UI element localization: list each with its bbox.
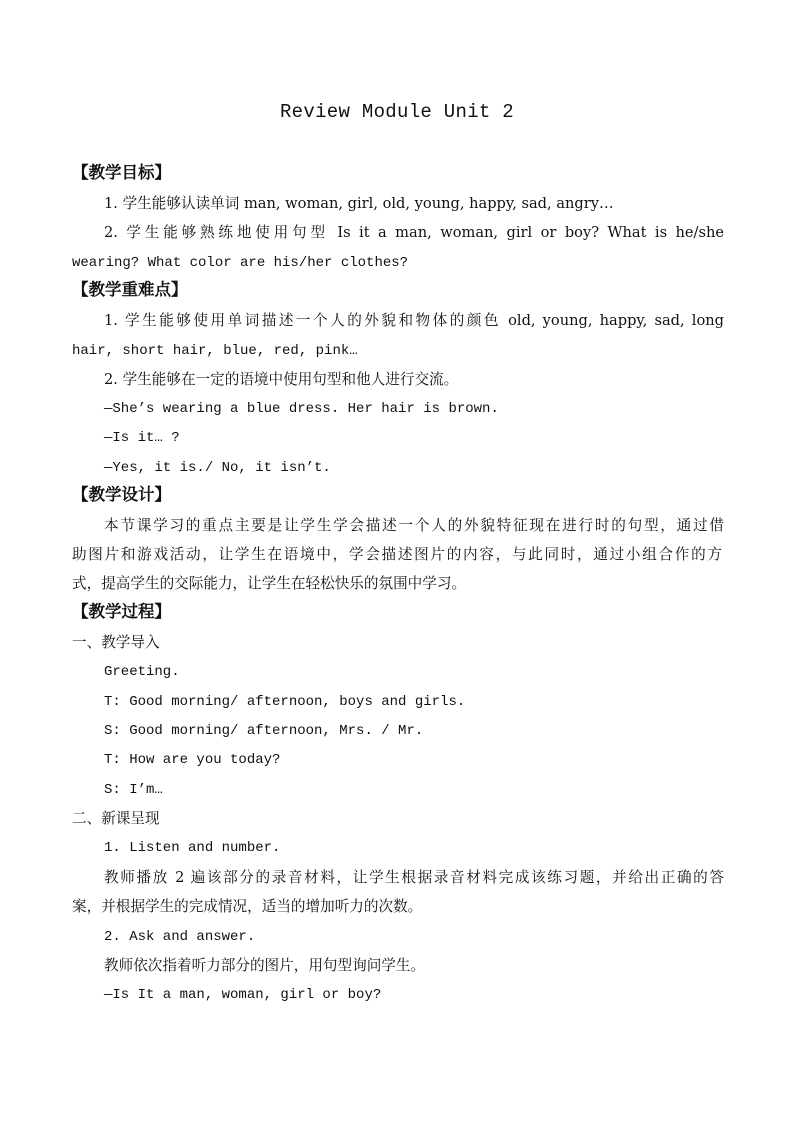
dialogue-greeting: Greeting.: [104, 664, 180, 680]
dialogue-line-4: S: I’m…: [104, 782, 163, 798]
key-point-2: 2. 学生能够在一定的语境中使用句型和他人进行交流。: [104, 371, 459, 388]
heading-key-points: 【教学重难点】: [72, 280, 188, 299]
dialogue-line-3: T: How are you today?: [104, 752, 281, 768]
heading-teaching-process: 【教学过程】: [72, 602, 171, 621]
design-paragraph-line-1: 本节课学习的重点主要是让学生学会描述一个人的外貌特征现在进行时的句型，通过借: [104, 517, 724, 534]
activity-2-description: 教师依次指着听力部分的图片，用句型询问学生。: [104, 957, 426, 974]
activity-ask-and-answer: 2. Ask and answer.: [104, 929, 256, 945]
heading-teaching-design: 【教学设计】: [72, 485, 171, 504]
design-paragraph-line-2: 助图片和游戏活动，让学生在语境中，学会描述图片的内容，与此同时，通过小组合作的方: [72, 546, 722, 563]
example-sentence-3: —Yes, it is./ No, it isn’t.: [104, 460, 331, 476]
heading-teaching-goals: 【教学目标】: [72, 163, 171, 182]
example-sentence-2: —Is it… ?: [104, 430, 180, 446]
example-sentence-1: —She’s wearing a blue dress. Her hair is brown.: [104, 401, 499, 417]
activity-listen-and-number: 1. Listen and number.: [104, 840, 281, 856]
design-paragraph-line-3: 式，提高学生的交际能力，让学生在轻松快乐的氛围中学习。: [72, 575, 467, 592]
goal-item-2: 2. 学生能够熟练地使用句型 Is it a man, woman, girl or boy? What is he/she: [104, 224, 724, 241]
document-title: Review Module Unit 2: [279, 101, 515, 123]
goal-item-2-continued: wearing? What color are his/her clothes?: [72, 255, 409, 271]
activity-1-description-line-1: 教师播放 2 遍该部分的录音材料，让学生根据录音材料完成该练习题，并给出正确的答: [104, 869, 724, 886]
goal-item-1: 1. 学生能够认读单词 man, woman, girl, old, young, happy, sad, angry…: [104, 195, 614, 212]
key-point-1-continued: hair, short hair, blue, red, pink…: [72, 343, 358, 359]
dialogue-line-2: S: Good morning/ afternoon, Mrs. / Mr.: [104, 723, 424, 739]
activity-1-description-line-2: 案，并根据学生的完成情况，适当的增加听力的次数。: [72, 898, 423, 915]
activity-2-question: —Is It a man, woman, girl or boy?: [104, 987, 382, 1003]
section-introduction: 一、教学导入: [72, 634, 160, 651]
key-point-1: 1. 学生能够使用单词描述一个人的外貌和物体的颜色 old, young, happy, sad, long: [104, 312, 724, 329]
dialogue-line-1: T: Good morning/ afternoon, boys and girls.: [104, 694, 466, 710]
section-new-lesson: 二、新课呈现: [72, 810, 160, 827]
